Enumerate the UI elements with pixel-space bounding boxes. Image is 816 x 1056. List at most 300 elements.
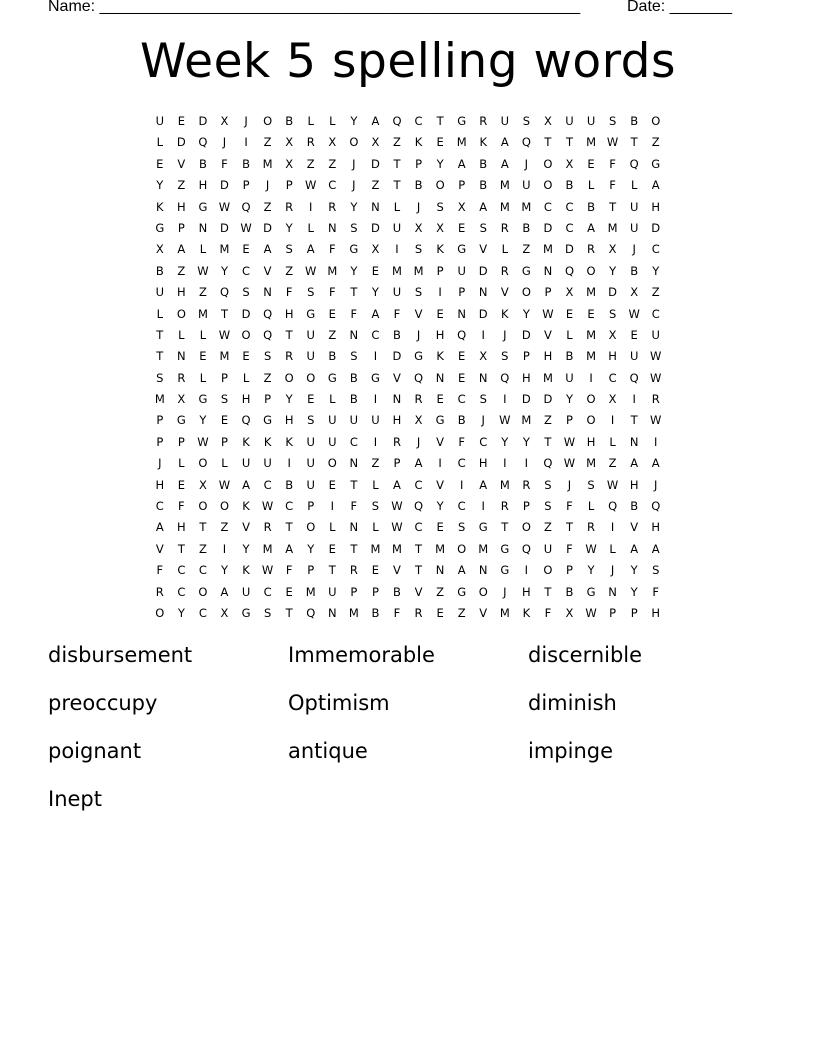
grid-letter: Y bbox=[371, 285, 379, 300]
grid-letter: B bbox=[565, 349, 574, 364]
grid-letter: G bbox=[198, 392, 208, 407]
grid-letter: U bbox=[371, 413, 380, 428]
grid-letter: J bbox=[244, 114, 248, 128]
grid-letter: A bbox=[500, 156, 509, 171]
word-list-item: Inept bbox=[48, 787, 102, 811]
grid-letter: D bbox=[608, 285, 618, 300]
grid-letter: V bbox=[242, 520, 250, 535]
grid-letter: L bbox=[501, 242, 508, 257]
grid-letter: T bbox=[544, 584, 552, 599]
grid-letter: M bbox=[586, 285, 596, 300]
grid-letter: U bbox=[306, 327, 315, 342]
grid-letter: G bbox=[349, 242, 359, 257]
grid-letter: E bbox=[587, 156, 595, 171]
grid-letter: V bbox=[479, 605, 488, 620]
grid-letter: P bbox=[522, 499, 530, 514]
grid-letter: V bbox=[500, 285, 509, 300]
grid-letter: M bbox=[586, 349, 596, 364]
grid-letter: X bbox=[608, 327, 617, 342]
grid-letter: Z bbox=[263, 199, 272, 214]
grid-letter: N bbox=[435, 370, 445, 385]
grid-letter: O bbox=[543, 563, 553, 578]
grid-letter: F bbox=[285, 563, 293, 578]
grid-letter: X bbox=[285, 135, 294, 150]
grid-letter: F bbox=[350, 306, 358, 321]
grid-letter: S bbox=[479, 220, 487, 235]
grid-letter: C bbox=[608, 370, 617, 385]
grid-letter: P bbox=[156, 434, 164, 449]
grid-letter: R bbox=[349, 563, 358, 578]
grid-letter: I bbox=[373, 349, 378, 364]
grid-letter: Z bbox=[306, 156, 315, 171]
grid-letter: A bbox=[242, 477, 250, 492]
grid-letter: S bbox=[544, 499, 552, 514]
grid-letter: Z bbox=[328, 327, 337, 342]
grid-letter: N bbox=[327, 605, 337, 620]
grid-letter: X bbox=[155, 242, 164, 257]
grid-letter: Y bbox=[501, 434, 509, 449]
grid-letter: G bbox=[176, 413, 186, 428]
grid-letter: M bbox=[521, 413, 532, 428]
grid-letter: X bbox=[608, 242, 617, 257]
grid-letter: O bbox=[521, 285, 531, 300]
grid-letter: R bbox=[392, 434, 401, 449]
grid-letter: S bbox=[307, 413, 315, 428]
grid-letter: A bbox=[479, 477, 488, 492]
grid-letter: Z bbox=[393, 135, 401, 150]
grid-letter: E bbox=[587, 306, 595, 321]
grid-letter: Y bbox=[565, 392, 573, 407]
grid-letter: A bbox=[630, 456, 639, 471]
word-list-item: discernible bbox=[528, 643, 643, 667]
grid-letter: T bbox=[544, 135, 552, 150]
grid-letter: X bbox=[630, 285, 639, 300]
grid-letter: P bbox=[458, 285, 466, 300]
grid-letter: I bbox=[610, 413, 615, 428]
grid-letter: O bbox=[543, 178, 553, 193]
grid-letter: Z bbox=[220, 520, 229, 535]
grid-letter: W bbox=[391, 499, 403, 514]
grid-letter: P bbox=[221, 434, 228, 449]
grid-letter: X bbox=[479, 349, 488, 364]
grid-letter: V bbox=[436, 477, 445, 492]
grid-letter: V bbox=[479, 242, 488, 257]
grid-letter: W bbox=[542, 306, 554, 321]
grid-letter: K bbox=[479, 135, 487, 150]
grid-letter: M bbox=[499, 605, 510, 620]
grid-letter: T bbox=[393, 156, 401, 171]
grid-letter: M bbox=[327, 263, 338, 278]
grid-letter: W bbox=[606, 135, 619, 150]
grid-letter: T bbox=[350, 477, 358, 492]
grid-letter: X bbox=[565, 605, 574, 620]
grid-letter: C bbox=[198, 605, 207, 620]
grid-letter: W bbox=[585, 541, 597, 556]
grid-letter: V bbox=[155, 541, 164, 556]
grid-letter: Y bbox=[177, 605, 185, 620]
grid-letter: X bbox=[565, 156, 574, 171]
grid-letter: O bbox=[198, 584, 208, 599]
grid-letter: U bbox=[306, 477, 315, 492]
grid-letter: X bbox=[177, 392, 186, 407]
grid-letter: A bbox=[177, 242, 186, 257]
grid-letter: Q bbox=[414, 370, 424, 385]
grid-letter: N bbox=[371, 199, 380, 214]
grid-letter: E bbox=[371, 563, 380, 578]
grid-letter: F bbox=[221, 156, 228, 171]
grid-letter: G bbox=[457, 584, 467, 599]
grid-letter: E bbox=[565, 306, 574, 321]
grid-letter: R bbox=[285, 349, 294, 364]
grid-letter: C bbox=[457, 456, 466, 471]
grid-letter: F bbox=[566, 541, 573, 556]
grid-letter: E bbox=[242, 349, 250, 364]
grid-letter: P bbox=[156, 413, 164, 428]
grid-letter: S bbox=[587, 477, 595, 492]
grid-letter: G bbox=[370, 370, 380, 385]
grid-letter: O bbox=[543, 156, 553, 171]
grid-letter: Q bbox=[263, 306, 273, 321]
grid-letter: G bbox=[500, 563, 510, 578]
grid-letter: L bbox=[566, 327, 573, 342]
grid-letter: L bbox=[199, 370, 207, 385]
grid-letter: O bbox=[586, 392, 596, 407]
grid-letter: I bbox=[222, 541, 227, 556]
grid-letter: P bbox=[285, 178, 293, 193]
grid-letter: Y bbox=[630, 584, 638, 599]
grid-letter: K bbox=[436, 242, 444, 257]
grid-letter: A bbox=[630, 541, 639, 556]
grid-letter: V bbox=[177, 156, 186, 171]
grid-letter: O bbox=[306, 370, 316, 385]
grid-letter: J bbox=[632, 242, 636, 257]
grid-letter: P bbox=[630, 605, 638, 620]
grid-letter: I bbox=[287, 456, 291, 471]
grid-letter: T bbox=[156, 327, 164, 342]
grid-letter: D bbox=[241, 306, 251, 321]
grid-letter: X bbox=[285, 156, 294, 171]
grid-letter: F bbox=[328, 285, 336, 300]
grid-letter: U bbox=[241, 456, 251, 471]
grid-letter: D bbox=[478, 306, 488, 321]
grid-letter: Z bbox=[651, 285, 660, 300]
grid-letter: B bbox=[328, 349, 337, 364]
grid-letter: L bbox=[178, 456, 185, 471]
grid-letter: B bbox=[565, 178, 574, 193]
grid-letter: F bbox=[652, 584, 660, 599]
grid-letter: O bbox=[457, 541, 467, 556]
grid-letter: Y bbox=[199, 413, 207, 428]
grid-letter: E bbox=[328, 306, 336, 321]
grid-letter: H bbox=[586, 434, 596, 449]
grid-letter: M bbox=[435, 541, 446, 556]
grid-letter: M bbox=[607, 220, 618, 235]
grid-letter: F bbox=[566, 499, 573, 514]
grid-letter: E bbox=[307, 392, 315, 407]
grid-letter: U bbox=[629, 220, 639, 235]
grid-letter: R bbox=[587, 242, 596, 257]
grid-letter: B bbox=[479, 156, 488, 171]
grid-letter: X bbox=[436, 220, 445, 235]
grid-letter: N bbox=[349, 327, 359, 342]
grid-letter: S bbox=[414, 242, 423, 257]
grid-letter: Q bbox=[521, 135, 531, 150]
grid-letter: Q bbox=[263, 327, 273, 342]
grid-letter: Z bbox=[608, 456, 617, 471]
grid-letter: T bbox=[177, 541, 185, 556]
grid-letter: T bbox=[285, 327, 293, 342]
grid-letter: N bbox=[543, 263, 553, 278]
grid-letter: U bbox=[328, 584, 337, 599]
grid-letter: M bbox=[262, 541, 273, 556]
grid-letter: C bbox=[177, 563, 186, 578]
grid-letter: W bbox=[650, 370, 662, 385]
grid-letter: L bbox=[609, 434, 616, 449]
grid-letter: B bbox=[285, 114, 294, 128]
grid-letter: O bbox=[176, 306, 186, 321]
grid-letter: N bbox=[263, 285, 272, 300]
grid-letter: S bbox=[220, 392, 229, 407]
grid-letter: E bbox=[199, 349, 207, 364]
grid-letter: B bbox=[349, 370, 358, 385]
grid-letter: P bbox=[371, 584, 379, 599]
grid-letter: T bbox=[565, 135, 573, 150]
grid-letter: Y bbox=[285, 392, 293, 407]
grid-letter: L bbox=[156, 135, 163, 150]
grid-letter: L bbox=[156, 306, 163, 321]
grid-letter: T bbox=[544, 434, 552, 449]
grid-letter: Z bbox=[285, 263, 294, 278]
grid-letter: F bbox=[458, 434, 465, 449]
grid-letter: X bbox=[220, 605, 229, 620]
grid-letter: S bbox=[479, 392, 487, 407]
grid-letter: Z bbox=[371, 178, 380, 193]
grid-letter: P bbox=[307, 499, 315, 514]
grid-letter: Q bbox=[500, 370, 510, 385]
grid-letter: Y bbox=[350, 199, 358, 214]
date-field-label: Date: _______ bbox=[627, 0, 732, 15]
grid-letter: C bbox=[371, 327, 380, 342]
grid-letter: B bbox=[155, 263, 164, 278]
grid-letter: Y bbox=[522, 434, 530, 449]
grid-letter: S bbox=[458, 520, 466, 535]
grid-letter: V bbox=[393, 563, 401, 578]
grid-letter: S bbox=[263, 605, 272, 620]
grid-letter: H bbox=[651, 520, 661, 535]
grid-letter: M bbox=[586, 327, 596, 342]
grid-letter: H bbox=[522, 584, 531, 599]
grid-letter: B bbox=[371, 605, 380, 620]
grid-letter: T bbox=[630, 413, 638, 428]
grid-letter: L bbox=[178, 327, 185, 342]
grid-letter: Y bbox=[285, 220, 293, 235]
grid-letter: K bbox=[263, 434, 272, 449]
grid-letter: O bbox=[241, 327, 251, 342]
grid-letter: Q bbox=[306, 605, 316, 620]
grid-letter: D bbox=[478, 263, 488, 278]
grid-letter: C bbox=[242, 263, 251, 278]
grid-letter: K bbox=[414, 135, 423, 150]
grid-letter: G bbox=[155, 220, 165, 235]
grid-letter: A bbox=[587, 220, 595, 235]
grid-letter: U bbox=[629, 349, 639, 364]
word-list-item: Immemorable bbox=[288, 643, 435, 667]
grid-letter: C bbox=[651, 242, 660, 257]
grid-letter: W bbox=[261, 563, 274, 578]
grid-letter: G bbox=[435, 413, 445, 428]
grid-letter: S bbox=[522, 114, 530, 128]
grid-letter: U bbox=[392, 285, 402, 300]
grid-letter: I bbox=[373, 434, 378, 449]
grid-letter: I bbox=[330, 499, 334, 514]
grid-letter: D bbox=[176, 135, 186, 150]
grid-letter: W bbox=[305, 178, 317, 193]
grid-letter: Z bbox=[522, 242, 531, 257]
grid-letter: K bbox=[501, 306, 509, 321]
grid-letter: W bbox=[218, 477, 231, 492]
grid-letter: K bbox=[156, 199, 164, 214]
grid-letter: G bbox=[586, 584, 596, 599]
grid-letter: N bbox=[177, 349, 186, 364]
grid-letter: Q bbox=[219, 285, 229, 300]
grid-letter: M bbox=[392, 263, 402, 278]
word-search-grid bbox=[149, 111, 667, 624]
grid-letter: V bbox=[436, 434, 445, 449]
grid-letter: N bbox=[478, 370, 488, 385]
grid-letter: H bbox=[155, 477, 165, 492]
grid-letter: S bbox=[544, 477, 552, 492]
grid-letter: V bbox=[414, 584, 423, 599]
grid-letter: E bbox=[328, 477, 336, 492]
grid-letter: Y bbox=[307, 541, 315, 556]
grid-letter: U bbox=[586, 114, 596, 128]
grid-letter: Z bbox=[177, 178, 186, 193]
grid-letter: E bbox=[436, 605, 444, 620]
grid-letter: M bbox=[348, 605, 359, 620]
grid-letter: L bbox=[199, 327, 207, 342]
grid-letter: G bbox=[306, 306, 316, 321]
grid-letter: S bbox=[156, 370, 164, 385]
grid-letter: S bbox=[350, 349, 358, 364]
grid-letter: H bbox=[392, 413, 402, 428]
grid-letter: P bbox=[566, 563, 573, 578]
grid-letter: N bbox=[478, 563, 488, 578]
grid-letter: R bbox=[500, 220, 509, 235]
grid-letter: G bbox=[263, 413, 273, 428]
grid-letter: D bbox=[565, 242, 574, 257]
grid-letter: P bbox=[544, 285, 552, 300]
grid-letter: P bbox=[566, 413, 573, 428]
grid-letter: Z bbox=[198, 541, 207, 556]
grid-letter: T bbox=[501, 520, 509, 535]
grid-letter: W bbox=[585, 605, 597, 620]
grid-letter: G bbox=[651, 156, 661, 171]
grid-letter: L bbox=[372, 520, 379, 535]
grid-letter: C bbox=[177, 584, 186, 599]
grid-letter: D bbox=[521, 392, 531, 407]
grid-letter: G bbox=[457, 242, 467, 257]
grid-letter: B bbox=[457, 413, 466, 428]
grid-letter: F bbox=[609, 178, 616, 193]
grid-letter: W bbox=[218, 327, 231, 342]
grid-letter: L bbox=[307, 114, 314, 128]
page-title: Week 5 spelling words bbox=[139, 34, 677, 89]
grid-letter: Q bbox=[543, 456, 553, 471]
grid-letter: D bbox=[543, 392, 553, 407]
grid-letter: M bbox=[586, 456, 596, 471]
grid-letter: I bbox=[524, 563, 529, 578]
grid-letter: G bbox=[521, 263, 531, 278]
grid-letter: U bbox=[328, 413, 337, 428]
grid-letter: G bbox=[414, 349, 423, 364]
grid-letter: P bbox=[177, 220, 185, 235]
grid-letter: O bbox=[198, 456, 208, 471]
grid-letter: O bbox=[651, 114, 661, 128]
grid-letter: E bbox=[436, 392, 444, 407]
grid-letter: J bbox=[265, 178, 270, 193]
grid-letter: X bbox=[414, 413, 423, 428]
grid-letter: I bbox=[654, 434, 658, 449]
grid-letter: H bbox=[629, 477, 639, 492]
grid-letter: F bbox=[156, 563, 164, 578]
grid-letter: C bbox=[328, 178, 337, 193]
grid-letter: N bbox=[198, 220, 208, 235]
grid-letter: T bbox=[436, 114, 444, 128]
grid-letter: Q bbox=[651, 499, 661, 514]
grid-letter: O bbox=[198, 499, 208, 514]
grid-letter: J bbox=[567, 477, 572, 492]
grid-letter: U bbox=[155, 114, 164, 128]
grid-letter: Z bbox=[328, 156, 337, 171]
grid-letter: M bbox=[499, 477, 510, 492]
grid-letter: F bbox=[178, 499, 185, 514]
grid-letter: E bbox=[458, 220, 466, 235]
grid-letter: T bbox=[156, 349, 164, 364]
grid-letter: I bbox=[244, 135, 248, 150]
grid-letter: K bbox=[242, 499, 250, 514]
grid-letter: S bbox=[652, 563, 660, 578]
grid-letter: B bbox=[630, 263, 639, 278]
grid-letter: P bbox=[177, 434, 185, 449]
grid-letter: J bbox=[503, 584, 507, 599]
grid-letter: Q bbox=[564, 263, 574, 278]
grid-letter: H bbox=[241, 392, 251, 407]
grid-letter: K bbox=[436, 349, 444, 364]
grid-letter: B bbox=[630, 114, 639, 128]
grid-letter: N bbox=[435, 563, 445, 578]
grid-letter: D bbox=[370, 156, 380, 171]
word-list-item: impinge bbox=[528, 739, 614, 763]
grid-letter: M bbox=[219, 242, 230, 257]
grid-letter: M bbox=[370, 541, 381, 556]
grid-letter: W bbox=[650, 349, 662, 364]
grid-letter: M bbox=[542, 242, 553, 257]
grid-letter: E bbox=[285, 584, 293, 599]
grid-letter: W bbox=[197, 263, 209, 278]
grid-letter: U bbox=[306, 434, 315, 449]
grid-letter: B bbox=[479, 178, 488, 193]
grid-letter: B bbox=[587, 199, 595, 214]
grid-letter: Q bbox=[392, 114, 402, 128]
grid-letter: X bbox=[414, 220, 423, 235]
grid-letter: U bbox=[457, 263, 466, 278]
grid-letter: H bbox=[177, 285, 186, 300]
grid-letter: A bbox=[500, 135, 509, 150]
grid-letter: P bbox=[522, 349, 530, 364]
grid-letter: H bbox=[284, 306, 294, 321]
grid-letter: T bbox=[630, 135, 638, 150]
grid-letter: X bbox=[457, 199, 466, 214]
